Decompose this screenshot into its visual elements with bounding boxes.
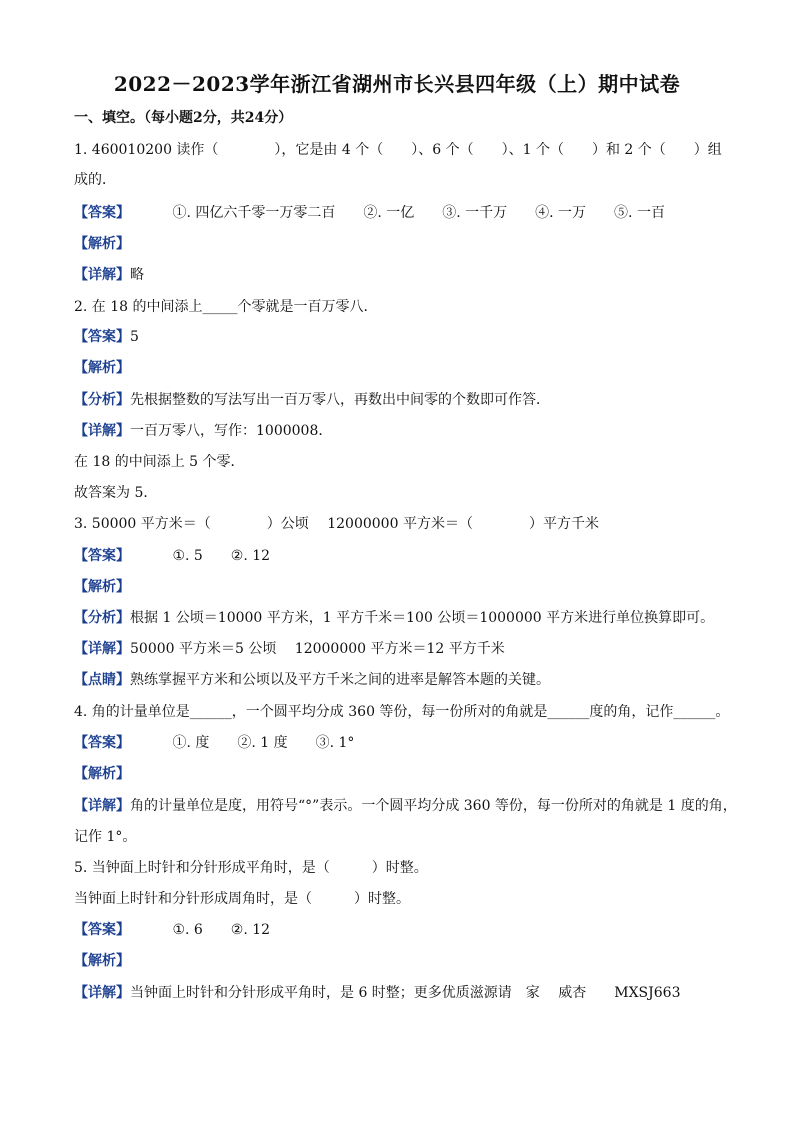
q1-analysis-tag: 【解析】 [74,236,130,252]
q1-answer: ①. 四亿六千零一万零二百 ②. 一亿 ③. 一千万 ④. 一万 ⑤. 一百 [172,205,665,221]
q2-fenxi-row: 【分析】先根据整数的写法写出一百万零八，再数出中间零的个数即可作答． [74,392,550,408]
question-4: 4. 角的计量单位是______，一个圆平均分成 360 等份，每一份所对的角就是______度的角，记作______。 [74,704,730,720]
q2-detail-line3: 故答案为 5． [74,485,158,501]
q4-answer: ①. 度 ②. 1 度 ③. 1° [172,735,355,751]
q3-fenxi: 根据 1 公顷＝10000 平方米，1 平方千米＝100 公顷＝1000000 平方米进行单位换算即可。 [130,610,715,626]
q5-answer-row: 【答案】 ①. 6 ②. 12 [74,922,271,938]
q1-answer-row [74,203,724,223]
question-1-cont: 成的． [74,172,116,188]
question-2: 2. 在 18 的中间添上_____个零就是一百万零八． [74,299,378,315]
q4-analysis-tag: 【解析】 [74,766,130,782]
q3-fenxi-row: 【分析】根据 1 公顷＝10000 平方米，1 平方千米＝100 公顷＝1000000 平方米进行单位换算即可。 [74,610,715,626]
page-title: 2022－2023学年浙江省湖州市长兴县四年级（上）期中试卷 [113,72,681,96]
q5-answer: ①. 6 ②. 12 [172,922,271,938]
answer-tag: 【答案】 [74,205,130,221]
q2-answer-row: 【答案】5 [74,329,139,345]
q2-answer: 5 [130,329,139,345]
question-1: 1. 460010200 读作（ ），它是由 4 个（ ）、6 个（ ）、1 个（ ）和 2 个（ ）组 [74,142,722,158]
detail-tag: 【详解】 [74,267,130,283]
q5-detail-row: 【详解】当钟面上时针和分针形成平角时，是 6 时整；更多优质滋源请 家 威杏 MXSJ663 [74,985,681,1001]
q4-detail-row: 【详解】角的计量单位是度，用符号“°”表示。一个圆平均分成 360 等份，每一份所对的角就是 1 度的角， [74,798,737,814]
q3-dianjing: 熟练掌握平方米和公顷以及平方千米之间的进率是解答本题的关键。 [130,672,550,688]
question-3: 3. 50000 平方米＝（ ）公顷 12000000 平方米＝（ ）平方千米 [74,516,599,532]
q2-analysis-tag: 【解析】 [74,360,130,376]
q5-analysis-tag: 【解析】 [74,953,130,969]
q2-detail-row: 【详解】一百万零八，写作：1000008． [74,423,333,439]
q2-detail: 一百万零八，写作：1000008． [130,423,333,439]
q3-dianjing-row: 【点睛】熟练掌握平方米和公顷以及平方千米之间的进率是解答本题的关键。 [74,672,550,688]
q3-detail: 50000 平方米＝5 公顷 12000000 平方米＝12 平方千米 [130,641,505,657]
q4-detail-line2: 记作 1°。 [74,829,137,845]
q3-detail-row: 【详解】50000 平方米＝5 公顷 12000000 平方米＝12 平方千米 [74,641,505,657]
q1-detail-row [74,265,724,285]
q1-detail: 略 [130,267,144,283]
question-5-cont: 当钟面上时针和分针形成周角时，是（ ）时整。 [74,891,410,907]
q4-detail: 角的计量单位是度，用符号“°”表示。一个圆平均分成 360 等份，每一份所对的角就是 1 度的角， [130,798,737,814]
section-header: 一、填空。（每小题2分，共24分） [74,110,293,126]
question-5: 5. 当钟面上时针和分针形成平角时，是（ ）时整。 [74,860,428,876]
q3-analysis-tag: 【解析】 [74,579,130,595]
q5-detail: 当钟面上时针和分针形成平角时，是 6 时整；更多优质滋源请 家 威杏 MXSJ663 [130,985,681,1001]
q3-answer-row: 【答案】 ①. 5 ②. 12 [74,548,271,564]
q2-fenxi: 先根据整数的写法写出一百万零八，再数出中间零的个数即可作答． [130,392,550,408]
q2-detail-line2: 在 18 的中间添上 5 个零． [74,454,245,470]
q4-answer-row: 【答案】 ①. 度 ②. 1 度 ③. 1° [74,735,355,751]
q3-answer: ①. 5 ②. 12 [172,548,271,564]
